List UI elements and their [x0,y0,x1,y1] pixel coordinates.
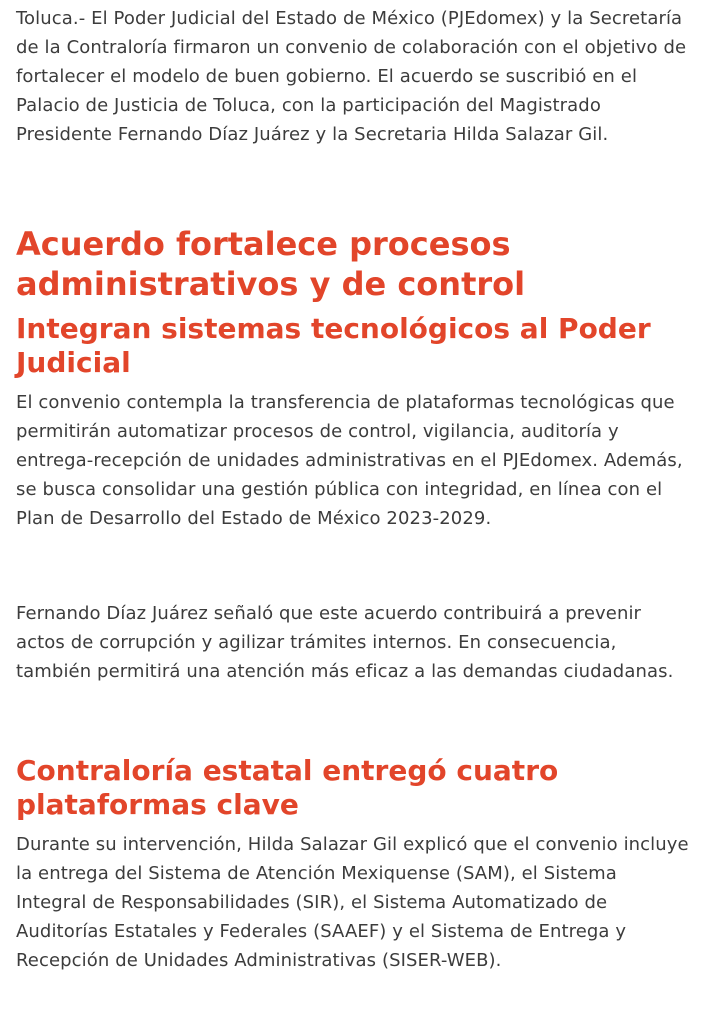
intro-paragraph: Toluca.- El Poder Judicial del Estado de México (PJEdomex) y la Secretaría de la Contraloría firmaron un convenio de colaboración con el objetivo de fortalecer el modelo de buen gobierno. El acuerdo se suscribió en el Palacio de Justicia de Toluca, con la participación del Magistrado Presidente Fernando Díaz Juárez y la Secretaria Hilda Salazar Gil. [16,8,687,145]
section-heading-acuerdo: Acuerdo fortalece procesos administrativos y de control [16,225,526,303]
section-subheading-sistemas: Integran sistemas tecnológicos al Poder Judicial [16,312,651,379]
paragraph-salazar-gil: Durante su intervención, Hilda Salazar Gil explicó que el convenio incluye la entrega del Sistema de Atención Mexiquense (SAM), el Sistema Integral de Responsabilidades (SIR), el Sistema Automatizado de Auditorías Estatales y Federales (SAAEF) y el Sistema de Entrega y Recepción de Unidades Administrativas (SISER-WEB). [16,834,689,971]
paragraph-convenio: El convenio contempla la transferencia de plataformas tecnológicas que permitirán automatizar procesos de control, vigilancia, auditoría y entrega-recepción de unidades administrativas en el PJEdomex. Además, se busca consolidar una gestión pública con integridad, en línea con el Plan de Desarrollo del Estado de México 2023-2029. [16,392,683,529]
section-subheading-plataformas: Contraloría estatal entregó cuatro plataformas clave [16,754,559,821]
paragraph-diaz-juarez: Fernando Díaz Juárez señaló que este acuerdo contribuirá a prevenir actos de corrupción y agilizar trámites internos. En consecuencia, también permitirá una atención más eficaz a las demandas ciudadanas. [16,603,674,682]
